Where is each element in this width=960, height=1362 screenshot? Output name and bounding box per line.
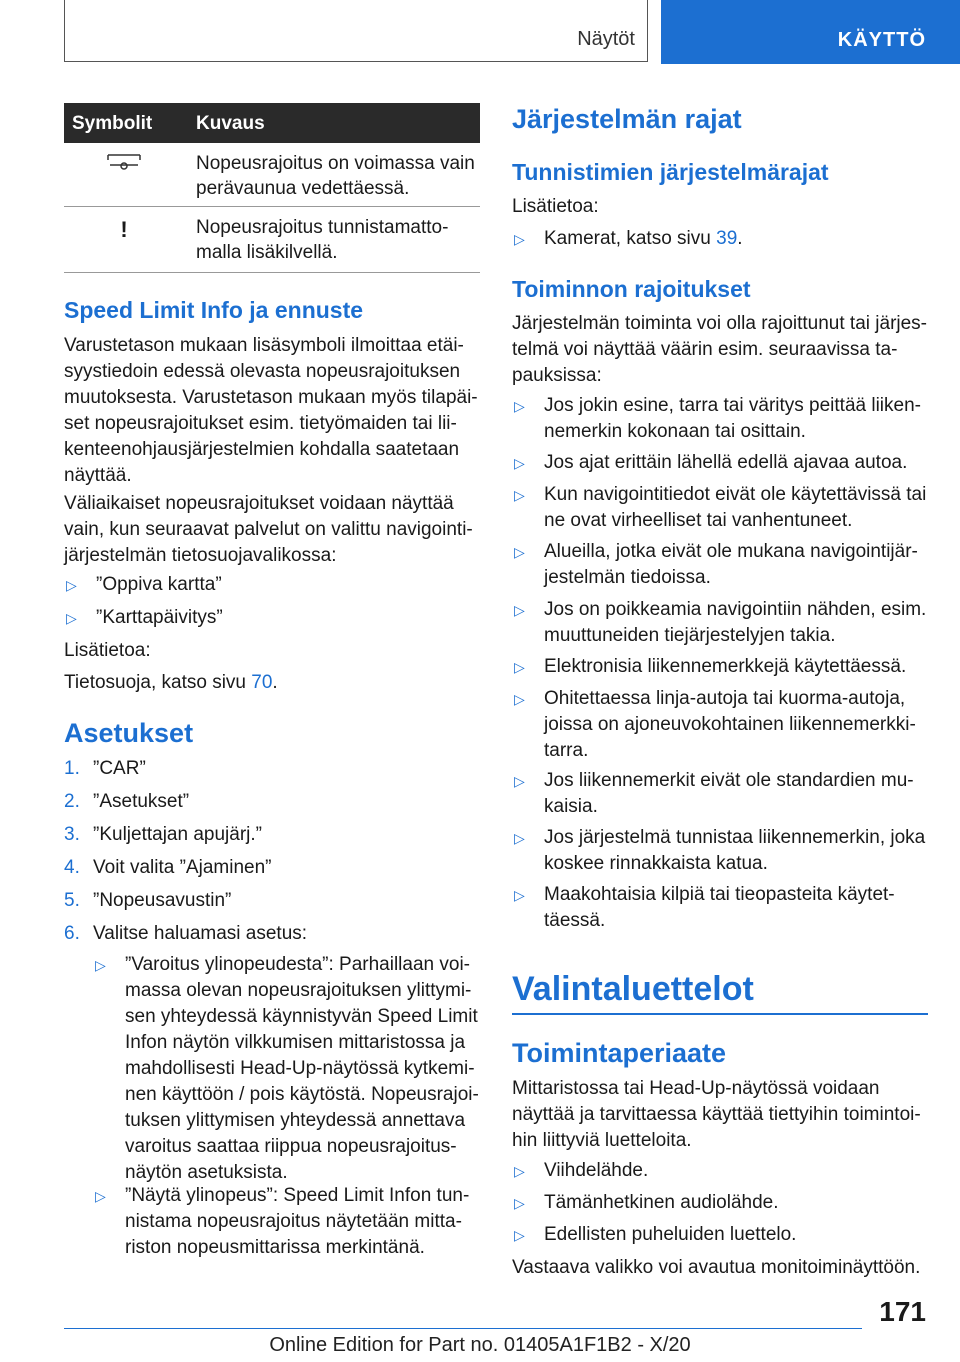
bullet-triangle-icon: ▷ (514, 1163, 525, 1179)
table-row-description (196, 207, 480, 275)
step-number: 5. (64, 890, 80, 911)
para-line: Mittaristossa tai Head-Up-näytössä voidaan (512, 1078, 880, 1099)
para-line: set nopeusrajoitukset esim. tietyömaiden tai lii‐ (64, 413, 457, 434)
text-line: koskee rinnakkaista katua. (544, 853, 768, 874)
header-section-box (64, 0, 648, 62)
header-chapter-title: KÄYTTÖ (837, 29, 926, 51)
text-line: Ohitettaessa linja-autoja tai kuorma-autoja, (544, 688, 906, 709)
text-line: mahdollisesti Head-Up-näytössä kytkemi‐ (125, 1058, 475, 1079)
system-limits-heading: Järjestelmän rajat (512, 104, 742, 134)
text-line: varoitus saattaa riippua nopeusrajoitus‐ (125, 1136, 457, 1157)
table-header-description: Kuvaus (196, 113, 265, 134)
text-line: näytön asetuksista. (125, 1162, 288, 1183)
principle-heading: Toimintaperiaate (512, 1038, 727, 1068)
step-item (64, 822, 484, 848)
step-text: ”CAR” (93, 758, 146, 779)
list-item (95, 1183, 480, 1263)
bullet-triangle-icon: ▷ (95, 1188, 106, 1204)
list-item-text (544, 393, 921, 445)
text-line: ”Näytä ylinopeus”: Speed Limit Infon tun‐ (125, 1185, 470, 1206)
bullet-triangle-icon: ▷ (95, 957, 106, 973)
step-number: 6. (64, 923, 80, 944)
text-line: Jos ajat erittäin lähellä edellä ajavaa autoa. (544, 452, 908, 473)
step-item (64, 921, 484, 947)
list-item-text (125, 952, 481, 1186)
bullet-triangle-icon: ▷ (514, 830, 525, 846)
bullet-triangle-icon: ▷ (514, 691, 525, 707)
step-text: ”Nopeusavustin” (93, 890, 232, 911)
bullet-triangle-icon: ▷ (514, 773, 525, 789)
list-item-text (544, 597, 926, 649)
text-line: Jos jokin esine, tarra tai väritys peittää liiken‐ (544, 395, 921, 416)
list-item-text: Viihdelähde. (544, 1160, 649, 1181)
header-chapter-tab (661, 0, 960, 64)
list-item-text: Kamerat, katso sivu 39. (544, 228, 743, 249)
step-number: 3. (64, 824, 80, 845)
text-line: Jos järjestelmä tunnistaa liikennemerkin, joka (544, 827, 926, 848)
desc-line: Nopeusrajoitus tunnistamatto‐ (196, 217, 449, 238)
page-number: 171 (879, 1296, 926, 1327)
list-item-text: Edellisten puheluiden luettelo. (544, 1224, 797, 1245)
privacy-page-link[interactable]: 70 (251, 672, 273, 693)
para-line: syystiedoin edessä olevasta nopeusrajoituksen (64, 361, 461, 382)
reference-text: Tietosuoja, katso sivu (64, 672, 246, 693)
bullet-triangle-icon: ▷ (514, 602, 525, 618)
list-item-text (544, 882, 895, 934)
step-item (64, 888, 484, 914)
list-item-text (544, 768, 914, 820)
bullet-triangle-icon: ▷ (514, 455, 525, 471)
table-row (64, 207, 480, 273)
step-number: 2. (64, 791, 80, 812)
para-line: muutoksesta. Varustetason mukaan myös tilapäi‐ (64, 387, 478, 408)
text-line: jestelmän tiedoissa. (544, 567, 711, 588)
text-line: nen käyttöön / pois käytöstä. Nopeusrajoi‐ (125, 1084, 479, 1105)
desc-line: Nopeusrajoitus on voimassa vain (196, 153, 475, 174)
para-line: hin liittyviä luetteloita. (512, 1130, 692, 1151)
text-line: kaisia. (544, 796, 598, 817)
speed-limit-heading: Speed Limit Info ja ennuste (64, 297, 364, 323)
text-line: massa olevan nopeusrajoituksen ylittymi‐ (125, 980, 472, 1001)
text-line: Jos on poikkeamia navigointiin nähden, esim. (544, 599, 927, 620)
step-item (64, 855, 484, 881)
step-text: Voit valita ”Ajaminen” (93, 857, 272, 878)
text-line: tarra. (544, 740, 589, 761)
step-number: 4. (64, 857, 80, 878)
para-line: vain, kun seuraavat palvelut on valittu navigointi‐ (64, 519, 473, 540)
list-item-text: ”Oppiva kartta” (96, 574, 222, 595)
more-info-label: Lisätietoa: (64, 640, 151, 661)
bullet-triangle-icon: ▷ (514, 487, 525, 503)
text-line: Elektronisia liikennemerkkejä käytettäessä. (544, 656, 907, 677)
text-line: Kun navigointitiedot eivät ole käytettävissä tai (544, 484, 927, 505)
para-line: Järjestelmän toiminta voi olla rajoittunut tai järjes‐ (512, 313, 928, 334)
step-item (64, 756, 484, 782)
text-line: nemerkin kokonaan tai osittain. (544, 421, 806, 442)
list-item-text (544, 825, 925, 877)
step-item (64, 789, 484, 815)
selection-lists-heading: Valintaluettelot (512, 970, 754, 1008)
text-line: sen yhteydessä käynnistyvän Speed Limit (125, 1006, 478, 1027)
table-row (64, 143, 480, 207)
bullet-triangle-icon: ▷ (514, 398, 525, 414)
text-line: muuttuneiden tiejärjestelyjen takia. (544, 625, 836, 646)
function-limits-heading: Toiminnon rajoitukset (512, 276, 751, 302)
list-item-text (544, 654, 906, 680)
para-line: järjestelmän tietosuojavalikossa: (64, 545, 337, 566)
table-row-description (196, 143, 480, 211)
footer-edition: Online Edition for Part no. 01405A1F1B2 - X/20 (269, 1334, 691, 1356)
step-text: ”Asetukset” (93, 791, 190, 812)
bullet-triangle-icon: ▷ (66, 610, 77, 626)
text-line: Alueilla, jotka eivät ole mukana navigointijär‐ (544, 541, 918, 562)
speed-paragraph-2 (64, 491, 484, 569)
section-divider (512, 1013, 928, 1015)
list-item-text (544, 686, 916, 764)
principle-paragraph (512, 1076, 932, 1154)
privacy-reference: Tietosuoja, katso sivu 70. (64, 672, 278, 693)
more-info-label: Lisätietoa: (512, 196, 599, 217)
sensor-limits-heading: Tunnistimien järjestelmärajat (512, 159, 829, 185)
text-line: tuksen ylittymisen yhteydessä annettava (125, 1110, 466, 1131)
speed-paragraph-1 (64, 333, 484, 489)
bullet-triangle-icon: ▷ (514, 231, 525, 247)
text-line: Maakohtaisia kilpiä tai tieopasteita käytet‐ (544, 884, 895, 905)
bullet-triangle-icon: ▷ (514, 659, 525, 675)
header-section-title: Näytöt (577, 28, 635, 50)
list-item-text (125, 1183, 481, 1261)
function-paragraph (512, 311, 932, 389)
bullet-triangle-icon: ▷ (514, 1227, 525, 1243)
text-line: riston nopeusmittarissa merkintänä. (125, 1237, 425, 1258)
para-line: Varustetason mukaan lisäsymboli ilmoittaa etäi‐ (64, 335, 464, 356)
list-item (95, 952, 480, 1192)
exclamation-icon: ! (120, 217, 128, 242)
list-item-text (544, 450, 907, 476)
text-line: Jos liikennemerkit eivät ole standardien mu‐ (544, 770, 914, 791)
para-line: pauksissa: (512, 365, 602, 386)
text-line: nistama nopeusrajoitus näytetään mitta‐ (125, 1211, 462, 1232)
camera-page-link[interactable]: 39 (716, 228, 738, 249)
reference-text: Kamerat, katso sivu (544, 228, 711, 249)
list-item-text: ”Karttapäivitys” (96, 607, 223, 628)
bullet-triangle-icon: ▷ (514, 1195, 525, 1211)
speed-limit-car-icon (64, 151, 184, 180)
step-number: 1. (64, 758, 80, 779)
bullet-triangle-icon: ▷ (514, 887, 525, 903)
table-header (64, 103, 480, 143)
text-line: Infon näytön vilkkumisen mittaristossa ja (125, 1032, 466, 1053)
list-item-text: Tämänhetkinen audiolähde. (544, 1192, 779, 1213)
text-line: ”Varoitus ylinopeudesta”: Parhaillaan voi‐ (125, 954, 470, 975)
step-text: Valitse haluamasi asetus: (93, 923, 308, 944)
list-item-text (544, 482, 926, 534)
bullet-triangle-icon: ▷ (66, 577, 77, 593)
settings-heading: Asetukset (64, 718, 194, 748)
desc-line: perävaunua vedettäessä. (196, 178, 410, 199)
para-line: näyttää ja tarvittaessa käyttää tiettyihin toimintoi‐ (512, 1104, 921, 1125)
para-line: kenteenohjausjärjestelmien kohdalla saatetaan (64, 439, 460, 460)
text-line: ne ovat virheelliset tai vanhentuneet. (544, 510, 853, 531)
symbol-table (64, 103, 480, 273)
bullet-triangle-icon: ▷ (514, 544, 525, 560)
para-line: telmä voi näyttää väärin esim. seuraavissa ta‐ (512, 339, 898, 360)
step-text: ”Kuljettajan apujärj.” (93, 824, 262, 845)
text-line: täessä. (544, 910, 606, 931)
para-line: näyttää. (64, 465, 132, 486)
para-line: Väliaikaiset nopeusrajoitukset voidaan näyttää (64, 493, 454, 514)
list-item-text (544, 539, 918, 591)
desc-line: malla lisäkilvellä. (196, 242, 338, 263)
footer-rule (64, 1328, 862, 1329)
table-header-symbols: Symbolit (72, 113, 153, 134)
text-line: joissa on ajoneuvokohtainen liikennemerkki‐ (544, 714, 916, 735)
closing-paragraph: Vastaava valikko voi avautua monitoiminäyttöön. (512, 1257, 921, 1278)
